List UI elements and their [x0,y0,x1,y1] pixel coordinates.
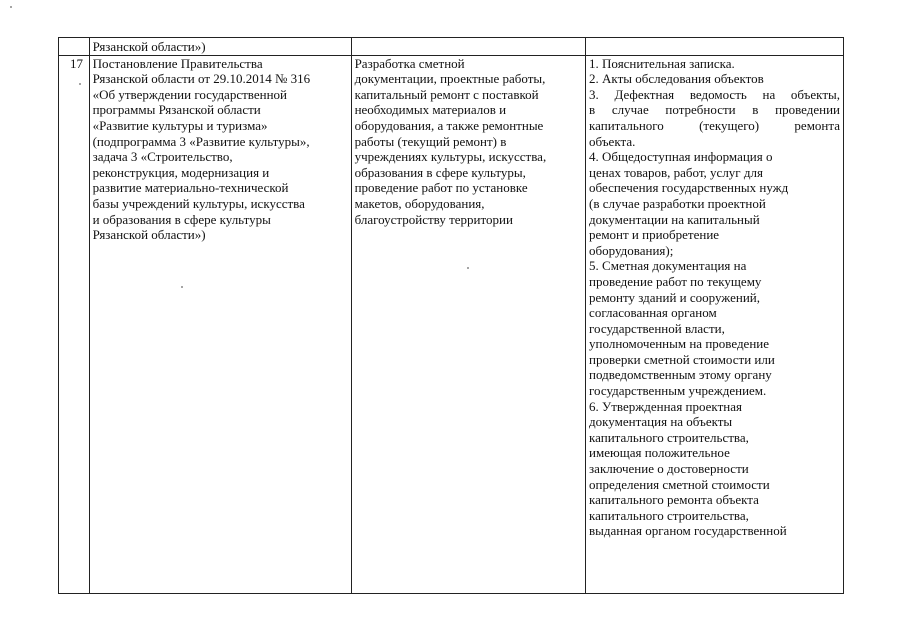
text-line: государственной власти, [589,320,725,336]
text-line: документации, проектные работы, [354,71,546,87]
text-line: работы (текущий ремонт) в [354,133,507,149]
text-line: ремонту зданий и сооружений, [589,289,761,305]
text-line: Разработка сметной [354,55,465,71]
text-line: проведение работ по установке [354,180,528,196]
text-line: Постановление Правительства [92,55,263,71]
text-line: государственным учреждением. [589,383,767,399]
work-types-text [355,56,582,228]
text-line: проверки сметной стоимости или [589,351,775,367]
text-line: заключение о достоверности [589,461,749,477]
text-line: и образования в сфере культуры [92,211,271,227]
scan-speck [467,267,469,269]
text-line: развитие материально-технической [92,180,289,196]
text-line: (в случае разработки проектной [589,195,766,211]
row-number: 17 [70,55,83,71]
work-types-cell [351,55,585,593]
text-line: «Развитие культуры и туризма» [92,117,268,133]
text-line: капитального строительства, [589,507,749,523]
requirements-table [58,37,844,594]
continuation-doc-text: Рязанской области») [92,39,206,54]
text-line: определения сметной стоимости [589,476,770,492]
scan-speck [181,286,183,288]
text-line: обеспечения государственных нужд [589,180,789,196]
text-line: необходимых материалов и [354,102,507,118]
text-line: Рязанской области от 29.10.2014 № 316 [92,71,311,87]
text-line: 5. Сметная документация на [589,258,747,274]
continuation-work-cell [351,38,585,56]
text-line: документации на капитальный [589,211,760,227]
text-line: 1. Пояснительная записка. [589,55,735,71]
text-line: в случае потребности в проведении [589,102,840,118]
text-line: задача 3 «Строительство, [92,149,233,165]
legal-basis-cell [89,55,351,593]
text-line: 4. Общедоступная информация о [589,149,773,165]
text-line: оборудования, а также ремонтные [354,117,544,133]
text-line: подведомственным этому органу [589,367,772,383]
table-row [59,55,844,593]
text-line: капитального ремонта объекта [589,492,759,508]
text-line: благоустройству территории [354,211,513,227]
row-number-cell [59,55,90,593]
continuation-row [59,38,844,56]
text-line: 3. Дефектная ведомость на объекты, [589,86,840,102]
continuation-doc-cell [89,38,351,56]
scan-speck [79,83,81,85]
text-line: учреждениях культуры, искусства, [354,149,547,165]
text-line: капитальный ремонт с поставкой [354,86,539,102]
text-line: макетов, оборудования, [354,195,485,211]
text-line: 2. Акты обследования объектов [589,71,764,87]
text-line: образования в сфере культуры, [354,164,526,180]
text-line: (подпрограмма 3 «Развитие культуры», [92,133,310,149]
text-line: согласованная органом [589,305,717,321]
scan-speck [10,6,12,8]
text-line: программы Рязанской области [92,102,261,118]
required-documents-cell [586,55,844,593]
text-line: оборудования); [589,242,674,258]
text-line: проведение работ по текущему [589,273,762,289]
text-line: капитального (текущего) ремонта [589,117,840,133]
text-line: выданная органом государственной [589,523,787,539]
continuation-number-cell [59,38,90,56]
text-line: ценах товаров, работ, услуг для [589,164,763,180]
text-line: «Об утверждении государственной [92,86,287,102]
continuation-req-cell [586,38,844,56]
text-line: реконструкция, модернизация и [92,164,270,180]
text-line: документация на объекты [589,414,733,430]
text-line: базы учреждений культуры, искусства [92,195,305,211]
text-line: капитального строительства, [589,429,749,445]
text-line: объекта. [589,133,636,149]
text-line: ремонт и приобретение [589,227,720,243]
text-line: Рязанской области») [92,227,206,243]
text-line: уполномоченным на проведение [589,336,770,352]
text-line: имеющая положительное [589,445,730,461]
text-line: 6. Утвержденная проектная [589,398,742,414]
required-documents-text [589,56,840,539]
legal-basis-text [93,56,348,243]
